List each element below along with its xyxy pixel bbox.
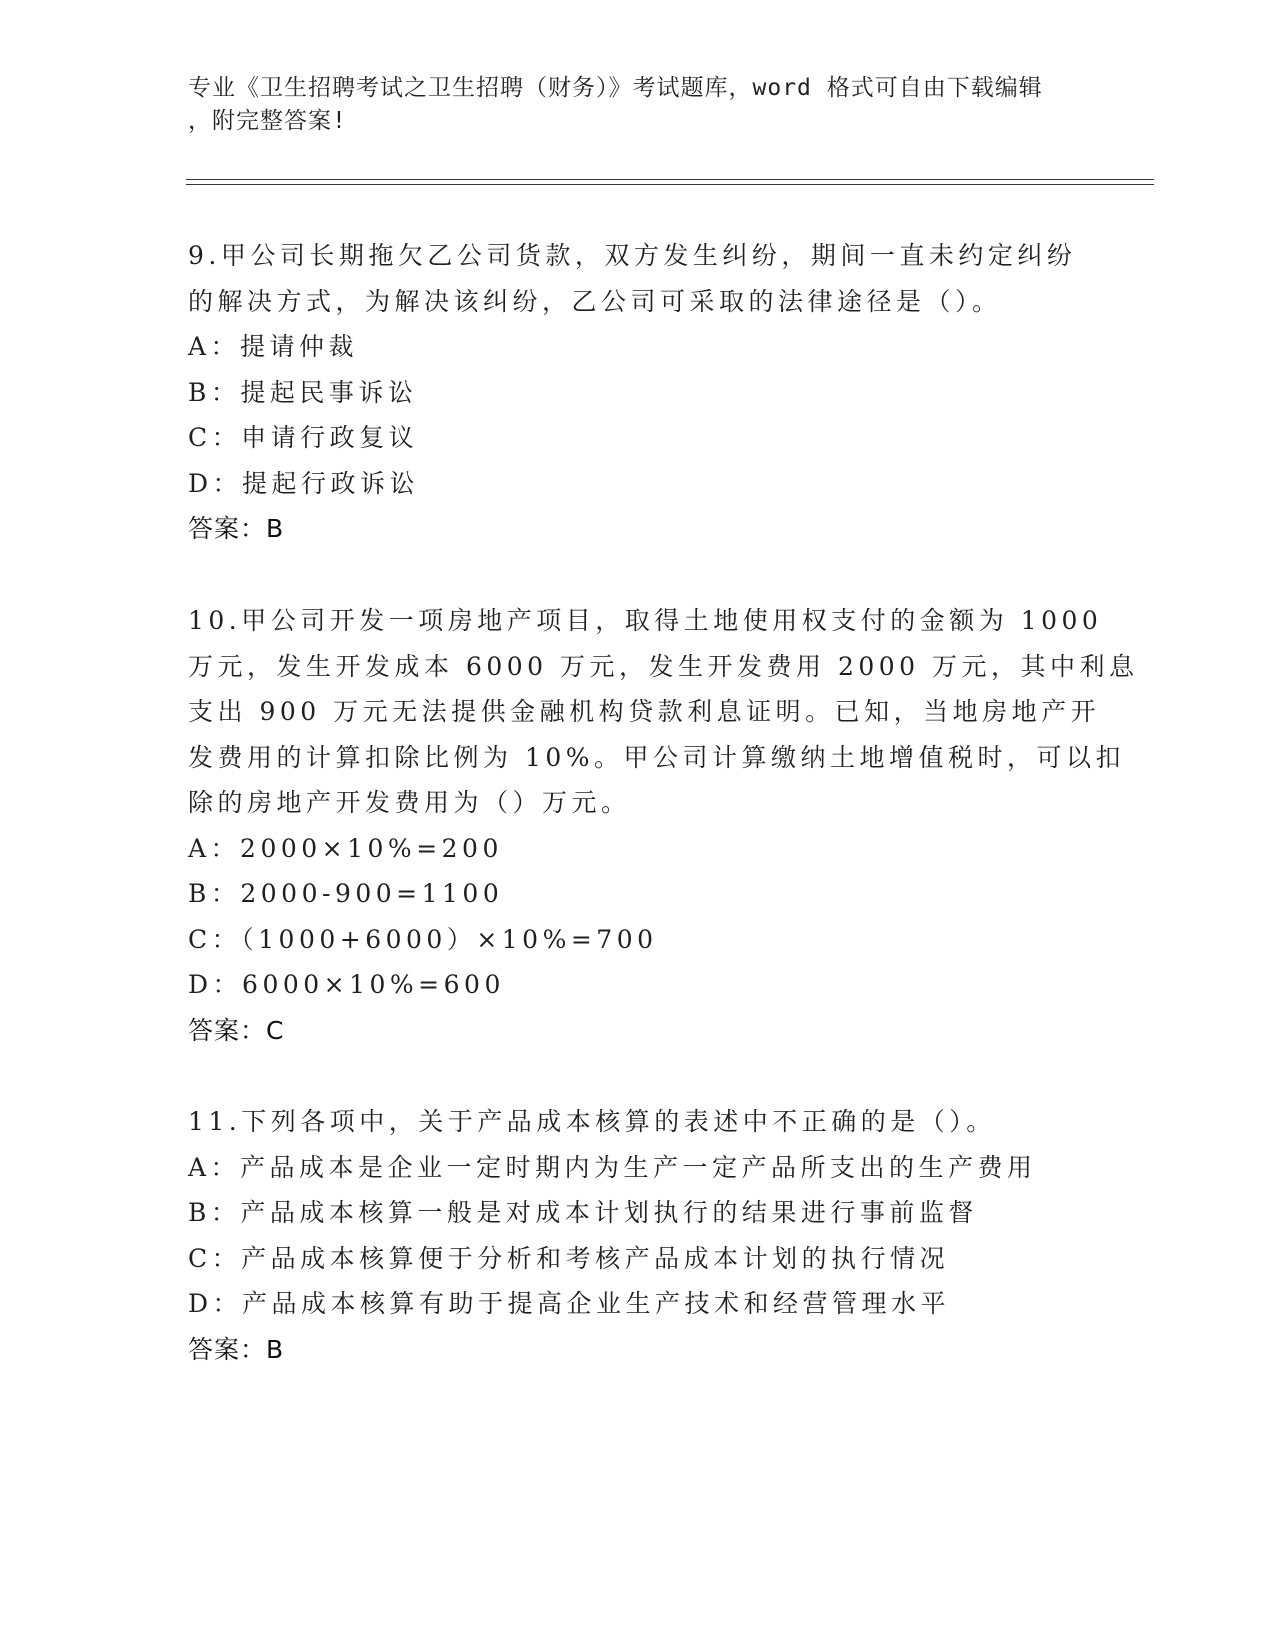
question-stem-line: 9.甲公司长期拖欠乙公司货款，双方发生纠纷，期间一直未约定纠纷 <box>188 241 1077 270</box>
option-d: D：产品成本核算有助于提高企业生产技术和经营管理水平 <box>188 1289 951 1318</box>
question-11 <box>188 1099 1088 1372</box>
question-stem-line: 11.下列各项中，关于产品成本核算的表述中不正确的是（）。 <box>188 1107 996 1136</box>
answer-line: 答案：C <box>188 1015 285 1045</box>
question-stem-line: 万元，发生开发成本 6000 万元，发生开发费用 2000 万元，其中利息 <box>188 651 1139 681</box>
option-c: C：（1000+6000）×10%=700 <box>188 924 658 954</box>
option-a: A：2000×10%=200 <box>188 833 503 863</box>
option-d: D：提起行政诉讼 <box>188 468 420 498</box>
option-b: B：2000-900=1100 <box>188 879 504 908</box>
option-d: D：6000×10%=600 <box>188 970 505 999</box>
header-divider-top <box>186 179 1154 180</box>
option-c: C：产品成本核算便于分析和考核产品成本计划的执行情况 <box>188 1243 950 1273</box>
question-stem-line: 支出 900 万元无法提供金融机构贷款利息证明。已知，当地房地产开 <box>188 697 1101 726</box>
question-stem-line: 除的房地产开发费用为（）万元。 <box>188 788 631 817</box>
option-a: A：产品成本是企业一定时期内为生产一定产品所支出的生产费用 <box>188 1152 1037 1182</box>
question-10 <box>188 598 1139 1053</box>
question-stem-line: 的解决方式，为解决该纠纷，乙公司可采取的法律途径是（）。 <box>188 286 1002 316</box>
question-9 <box>188 233 1088 552</box>
option-b: B：产品成本核算一般是对成本计划执行的结果进行事前监督 <box>188 1198 978 1227</box>
header-divider-bottom <box>186 184 1154 185</box>
header-line-2: ，附完整答案! <box>188 108 347 134</box>
question-stem-line: 发费用的计算扣除比例为 10%。甲公司计算缴纳土地增值税时，可以扣 <box>188 742 1126 772</box>
answer-line: 答案：B <box>188 514 285 543</box>
option-a: A：提请仲裁 <box>188 332 359 361</box>
option-c: C：申请行政复议 <box>188 423 419 452</box>
page-header <box>188 72 1088 138</box>
header-line-1: 专业《卫生招聘考试之卫生招聘（财务）》考试题库，word 格式可自由下载编辑 <box>188 75 1043 101</box>
question-stem-line: 10.甲公司开发一项房地产项目，取得土地使用权支付的金额为 1000 <box>188 606 1103 635</box>
answer-line: 答案：B <box>188 1334 285 1364</box>
option-b: B：提起民事诉讼 <box>188 377 418 407</box>
